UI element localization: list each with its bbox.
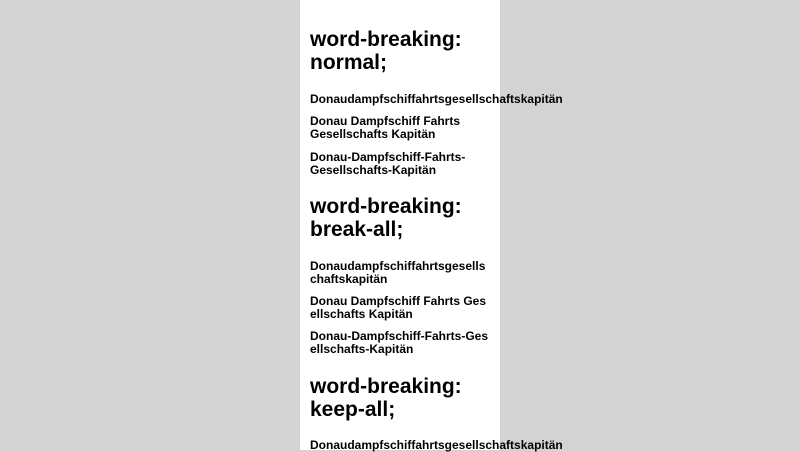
sample-compound-word: Donaudampfschiffahrtsgesellschaftskapitän <box>310 92 563 106</box>
sample-compound-word: Donaudampfschiffahrtsgesellschaftskapitän <box>310 438 563 452</box>
sample-spaced-words: Donau Dampfschiff Fahrts Gesellschafts Kapitän <box>310 114 461 141</box>
heading-keep-all: word-breaking: keep-all; <box>310 375 462 421</box>
content-page <box>300 0 563 452</box>
sample-spaced-words: Donau Dampfschiff Fahrts Gesellschafts Kapitän <box>310 294 487 321</box>
section-break-all <box>310 195 500 356</box>
heading-break-all: word-breaking: break-all; <box>310 195 462 241</box>
heading-normal: word-breaking: normal; <box>310 28 462 74</box>
section-normal <box>310 28 563 177</box>
sample-compound-word: Donaudampfschiffahrtsgesellschaftskapitän <box>310 259 486 286</box>
section-keep-all <box>310 375 563 452</box>
sample-hyphenated-words: Donau-Dampfschiff-Fahrts-Gesellschafts-Kapitän <box>310 329 489 356</box>
sample-hyphenated-words: Donau-Dampfschiff-Fahrts-Gesellschafts-Kapitän <box>310 150 466 177</box>
